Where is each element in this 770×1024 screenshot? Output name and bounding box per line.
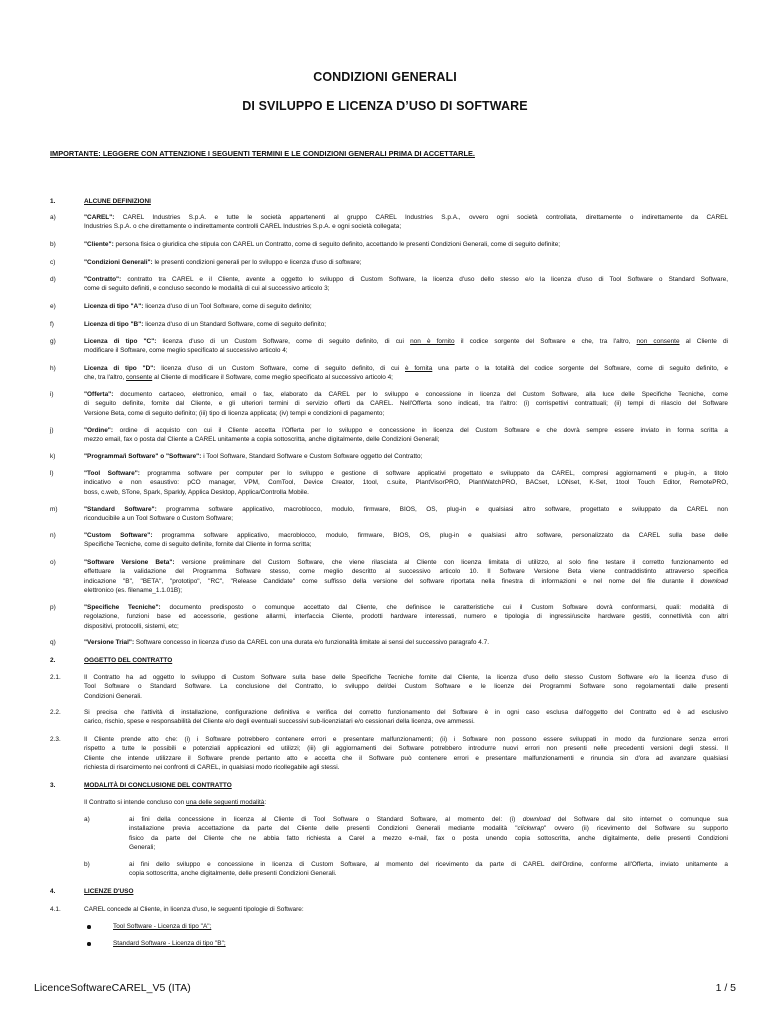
document-name: LicenceSoftwareCAREL_V5 (ITA) <box>34 982 191 994</box>
page-number: 1 / 5 <box>715 982 736 994</box>
document-subtitle: DI SVILUPPO E LICENZA D’USO DI SOFTWARE <box>242 99 528 113</box>
section-title: MODALITÀ DI CONCLUSIONE DEL CONTRATTO <box>84 782 232 789</box>
page-footer <box>34 982 736 994</box>
important-notice: IMPORTANTE: LEGGERE CON ATTENZIONE I SEGUENTI TERMINI E LE CONDIZIONI GENERALI PRIMA DI ACCETTARLE. <box>50 149 475 158</box>
bullet-icon <box>87 942 91 946</box>
document-page: CONDIZIONI GENERALI DI SVILUPPO E LICENZA D’USO DI SOFTWARE IMPORTANTE: LEGGERE CON ATTENZIONE I SEGUENTI TERMINI E LE CONDIZIONI GENERALI PRIMA DI ACCETTARLE. 1. ALCUNE DEFINIZIONI a) "CAREL": CAREL Industries S.p.A. e tutte le società appartenenti al gruppo CAREL Industries S.p.A., ovvero ogni società controllata, direttamente o indirettamente da CAREL Industries S.p.A. o che direttamente o indirettamente controlli CAREL Industries S.p.A. e ogni società collegata; b) "Cliente": persona fisica o giuridica che stipula con CAREL un Contratto, come di seguito definito, accettando le presenti Condizioni Generali, come di seguito definite; c) "Condizioni Generali": le presenti condizioni generali per lo sviluppo e licenza d'uso di software; d) "Contratto": contratto tra CAREL e il Cliente, avente a oggetto lo sviluppo di Custom Software, la licenza d'uso dello stesso e/o la licenza d'uso di Tool Software o Standard Software, come di seguito definiti, e concluso secondo le modalità di cui al successivo articolo 3; e) Licenza di tipo "A": licenza d'uso di un Tool Software, come di seguito definito; f) Licenza di tipo "B": licenza d'uso di un Standard Software, come di seguito definito; g) Licenza di tipo "C": licenza d'uso di un Custom Software, come di seguito definito, di cui non è fornito il codice sorgente del Software e che, tra l'altro, non consente al Cliente di modificare il Software, come meglio specificato al successivo articolo 4; h) Licenza di tipo "D": licenza d'uso di un Custom Software, come di seguito definito, di cui è fornita una parte o la totalità del codice sorgente del Software, come di seguito definito, e che, tra l'altro, consente al Cliente di modificare il Software, come meglio specificato al successivo articolo 4; i) "Offerta": documento cartaceo, elettronico, email o fax, elaborato da CAREL per lo sviluppo e concessione in licenza del Custom Software, alla luce delle Specifiche Tecniche, come di seguito definite, fornite dal Cliente, e gli ulteriori termini di servizio offerti da CAREL. Nell'Offerta sono indicati, tra l'altro: (i) corrispettivi contrattuali; (ii) tempi di rilascio del Software Versione Beta, come di seguito definito; (iii) tipo di licenza applicata; (iv) tempi e condizioni di pagamento; j) "Ordine": ordine di acquisto con cui il Cliente accetta l'Offerta per lo sviluppo e concessione in licenza del Custom Software e che dovrà sempre essere inviato in forma scritta a mezzo email, fax o posta dal Cliente a CAREL unitamente a copia sottoscritta, anche digitalmente, delle Condizioni Generali; k) "Programma/i Software" o "Software": i Tool Software, Standard Software e Custom Software oggetto del Contratto; l) "Tool Software": programma software per computer per lo sviluppo e gestione di software applicativi progettato e sviluppato da CAREL, compresi aggiornamenti e plug-in, a titolo indicativo e non esaustivo: pCO manager, VPM, ComTool, Device Creator, 1tool, c.suite, PlantVisorPRO, PlantWatchPRO, BACset, LONset, K-Set, 1tool Touch Editor, RemotePRO, boss, c.web, STone, Spark, Sparkly, Applica Desktop, Applica/Controlla Mobile. m) "Standard Software": programma software applicativo, macroblocco, modulo, firmware, BIOS, OS, plug-in e qualsiasi altro software, progettato e sviluppato da CAREL non riconducibile a un Tool Software o Custom Software; n) "Custom Software": programma software applicativo, macroblocco, modulo, firmware, BIOS, OS, plug-in e qualsiasi altro software, personalizzato da CAREL sulla base delle Specifiche Tecniche, come di seguito definite, fornite dal Cliente in forma scritta; o) "Software Versione Beta": versione preliminare del Custom Software, che viene rilasciata al Cliente con licenza limitata di utilizzo, al solo fine testare il corretto funzionamento ed effettuare la validazione del Programma Software stesso, come meglio descritto al successivo articolo 10. Il Software Versione Beta viene contraddistinto attraverso specifica indicazione "B", "BETA", "prototipo", "RC", "Release Candidate" come suffisso della versione del software riportata nella finestra di informazioni e nel nome del file durante il download elettronico (es. filename_1.1.01B); p) "Specifiche Tecniche": documento predisposto o comunque accettato dal Cliente, che definisce le caratteristiche cui il Custom Software dovrà conformarsi, quali: modalità di regolazione, funzioni base ed accessorie, gestione allarmi, interfaccia Cliente, prodotti hardware interessati, numero e tipologia di ingressi/uscite hardware gestiti, connettività con altri dispositivi, protocolli, sistemi, etc; q) "Versione Trial": Software concesso in licenza d'uso da CAREL con una durata e/o funzionalità limitate ai sensi del successivo paragrafo 4.7. 2. OGGETTO DEL CONTRATTO 2.1. Il Contratto ha ad oggetto lo sviluppo di Custom Software sulla base delle Specifiche Tecniche fornite dal Cliente, la licenza d'uso dello stesso Custom Software e/o la licenza d'uso di Tool Software o Standard Software. La conclusione del Contratto, lo sviluppo del/dei Custom Software e le licenze dei Programmi Software sono regolamentati dalle presenti Condizioni Generali. 2.2. Si precisa che l'attività di installazione, configurazione definitiva e verifica del corretto funzionamento del Software è in ogni caso esclusa dall'oggetto del Contratto ed è ad esclusivo carico, rischio, spese e responsabilità del Cliente e/o degli eventuali successivi sub-licenziatari e/o cessionari della licenza, ove ammessi. 2.3. Il Cliente prende atto che: (i) i Software potrebbero contenere errori e presentare malfunzionamenti; (ii) i Software non possono essere sviluppati in modo da funzionare senza errori rispetto a tutte le possibili e potenziali applicazioni ed utilizzi; (iii) gli aggiornamenti dei Software potrebbero introdurre nuovi errori non presenti nelle precedenti versioni degli stessi. Il Cliente che intende utilizzare il Software prende pertanto atto e accetta che il Software può contenere errori e presentare malfunzionamenti e rinuncia sin d'ora ad avanzare qualsiasi richiesta di risarcimento nei confronti di CAREL, in qualsiasi modo ricollegabile agli stessi. 3. MODALITÀ DI CONCLUSIONE DEL CONTRATTO Il Contratto si intende concluso con una delle seguenti modalità: a) ai fini della concessione in licenza al Cliente di Tool Software o Standard Software, al momento del: (i) download del Software dal sito internet o comunque sua installazione previa accettazione da parte del Cliente delle presenti Condizioni Generali mediante modalità "clickwrap" ovvero (ii) ricevimento del Software su supporto fisico da parte del Cliente che ne abbia fatto richiesta a Carel a mezzo e-mail, fax o posta unendo copia sottoscritta, anche digitalmente, delle presenti Condizioni Generali; b) ai fini dello sviluppo e concessione in licenza di Custom Software, al momento del ricevimento da parte di CAREL dell'Ordine, conforme all'Offerta, inviato unitamente a copia sottoscritta, anche digitalmente, delle presenti Condizioni Generali. 4. LICENZE D'USO 4.1. CAREL concede al Cliente, in licenza d'uso, le seguenti tipologie di Software: Tool Software - Licenza di tipo "A"; Standard Software - Licenza di tipo "B"; LicenceSoftwareCAREL_V5 (ITA) 1 / 5 <box>0 0 770 1024</box>
section-title: LICENZE D'USO <box>84 888 134 895</box>
section-title: OGGETTO DEL CONTRATTO <box>84 657 173 664</box>
document-title: CONDIZIONI GENERALI <box>313 70 457 84</box>
section-title: ALCUNE DEFINIZIONI <box>84 198 151 205</box>
bullet-icon <box>87 925 91 929</box>
